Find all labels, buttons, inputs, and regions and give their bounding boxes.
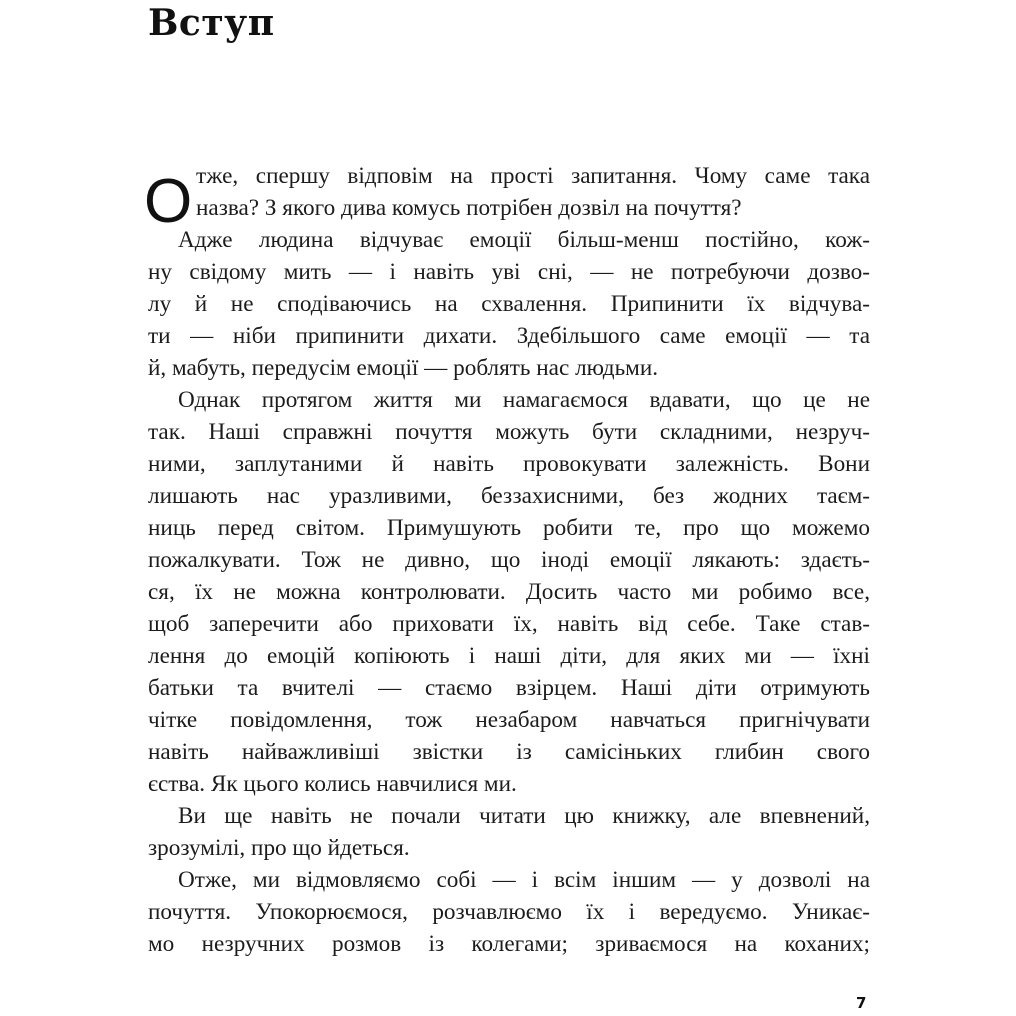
text-line: єства. Як цього колись навчилися ми. bbox=[148, 771, 517, 797]
text-line: й, мабуть, передусім емоції — роблять нас людьми. bbox=[148, 355, 659, 381]
text-line: щоб заперечити або приховати їх, навіть від себе. Таке став- bbox=[148, 611, 870, 637]
text-line: ся, їх не можна контролювати. Досить часто ми робимо все, bbox=[148, 579, 870, 605]
text-line: Адже людина відчуває емоції більш-менш постійно, кож- bbox=[178, 227, 870, 253]
text-line: лення до емоцій копіюють і наші діти, для яких ми — їхні bbox=[148, 643, 870, 669]
text-line: лишають нас уразливими, беззахисними, без жодних таєм- bbox=[148, 483, 870, 509]
text-line: почуття. Упокорюємося, розчавлюємо їх і вередуємо. Уникає- bbox=[148, 899, 870, 925]
text-line: зрозумілі, про що йдеться. bbox=[148, 835, 410, 861]
text-line: Ви ще навіть не почали читати цю книжку, але впевнений, bbox=[178, 803, 870, 829]
text-line: батьки та вчителі — стаємо взірцем. Наші діти отримують bbox=[148, 675, 870, 701]
chapter-heading: Вступ bbox=[148, 2, 275, 44]
text-line: ти — ніби припинити дихати. Здебільшого саме емоції — та bbox=[148, 323, 870, 349]
drop-cap: О bbox=[144, 167, 193, 236]
text-line: ними, заплутаними й навіть провокувати залежність. Вони bbox=[148, 451, 870, 477]
page-number: 7 bbox=[856, 994, 867, 1012]
text-line: лу й не сподіваючись на схвалення. Припинити їх відчува- bbox=[148, 291, 870, 317]
text-line: чітке повідомлення, тож незабаром навчаться пригнічувати bbox=[148, 707, 870, 733]
text-line: навіть найважливіші звістки із самісіньких глибин свого bbox=[148, 739, 870, 765]
text-line: назва? З якого дива комусь потрібен дозвіл на почуття? bbox=[196, 195, 742, 221]
text-line: тже, спершу відповім на прості запитання. Чому саме така bbox=[196, 163, 870, 189]
text-line: так. Наші справжні почуття можуть бути складними, незруч- bbox=[148, 419, 870, 445]
text-line: Однак протягом життя ми намагаємося вдавати, що це не bbox=[178, 387, 870, 413]
text-line: пожалкувати. Тож не дивно, що іноді емоції лякають: здаєть- bbox=[148, 547, 870, 573]
text-line: мо незручних розмов із колегами; зриваємося на коханих; bbox=[148, 931, 870, 957]
text-line: Отже, ми відмовляємо собі — і всім іншим — у дозволі на bbox=[178, 867, 870, 893]
body-text bbox=[144, 160, 870, 960]
text-line: ну свідому мить — і навіть уві сні, — не потребуючи дозво- bbox=[148, 259, 870, 285]
text-line: ниць перед світом. Примушують робити те, про що можемо bbox=[148, 515, 870, 541]
